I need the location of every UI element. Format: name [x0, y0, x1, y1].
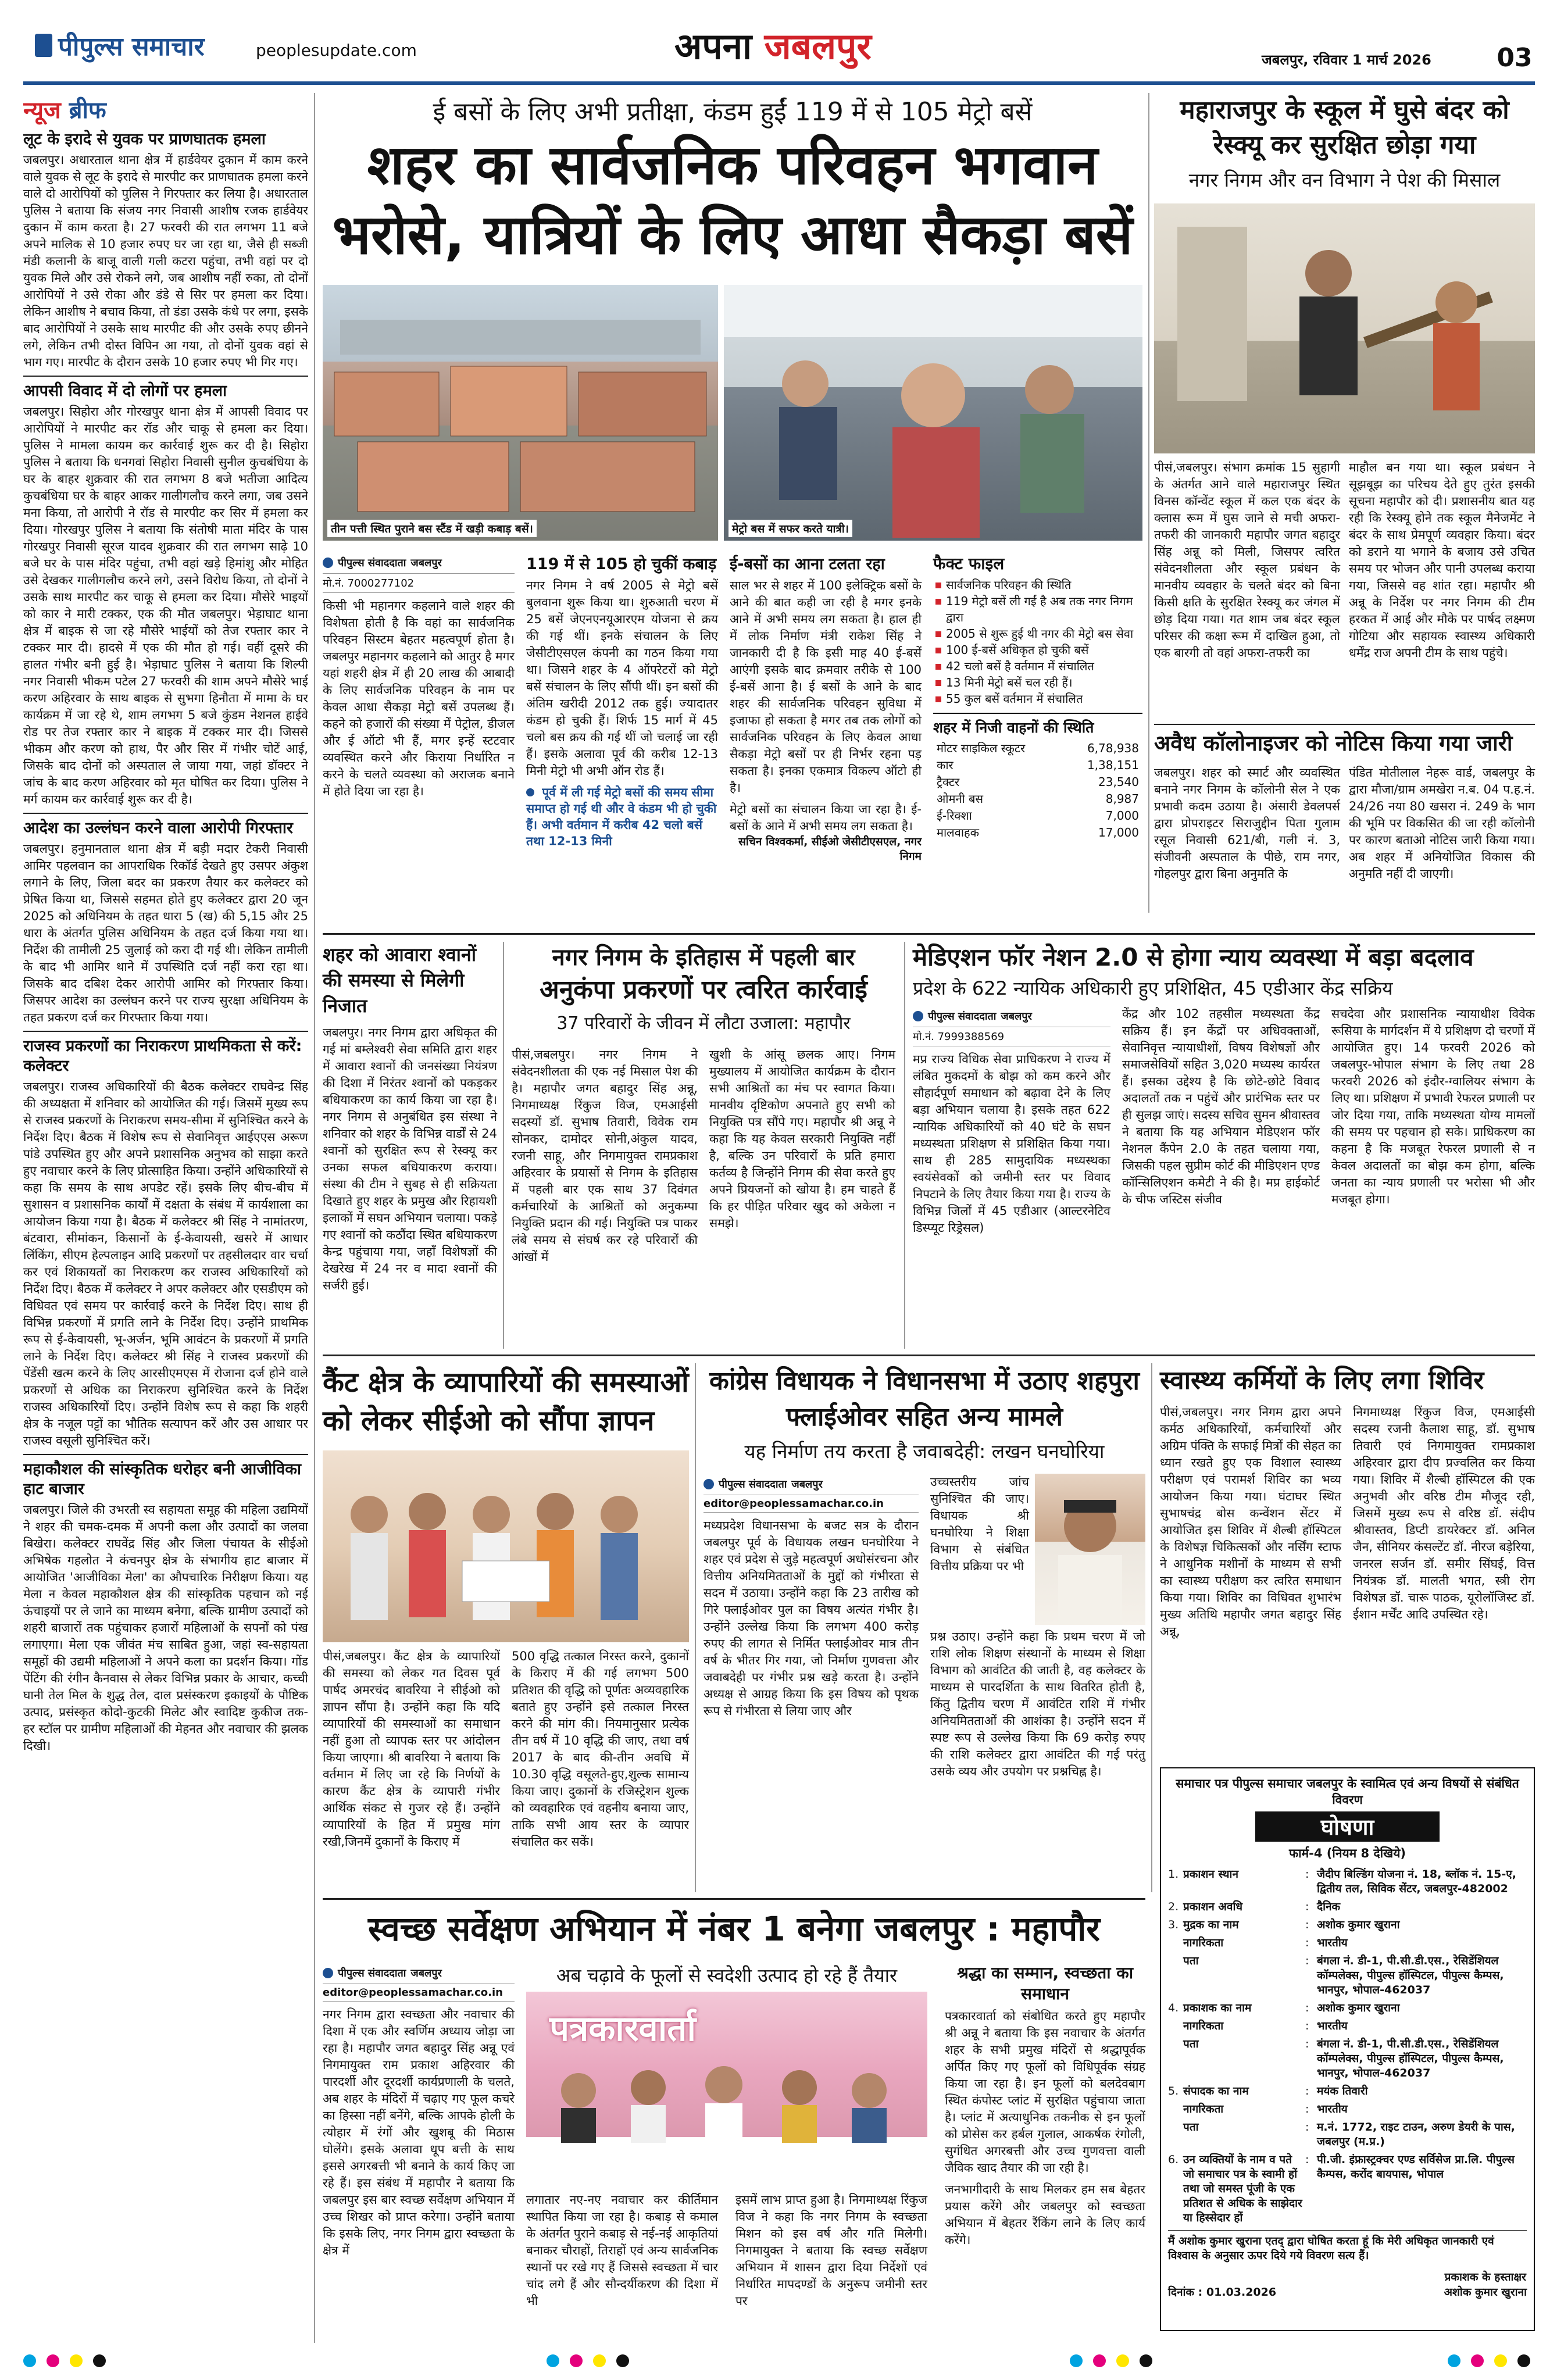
signature-label: प्रकाशक के हस्ताक्षर — [1444, 2271, 1526, 2283]
fact-item: सार्वजनिक परिवहन की स्थिति — [933, 577, 1142, 593]
colonizer-col-1-text: जबलपुर। शहर को स्मार्ट और व्यवस्थित बनाने नगर निगम के कॉलोनी सेल ने एक प्रभावी कदम उठाया है। अंसारी डेवलपर्स द्वारा प्रोपराइटर सिराजुद्दीन पिता गुलाम रसूल निवासी 621/बी, गली नं. 3, संजीवनी अस्पताल के पीछे, राम नगर, गोहलपुर द्वारा बिना अनुमति के — [1154, 766, 1340, 881]
transport-pull-quote — [526, 784, 718, 849]
mediation-col-2 — [1122, 1006, 1320, 1208]
brief-body: जबलपुर। सिहोरा और गोरखपुर थाना क्षेत्र में आपसी विवाद पर आरोपियों ने मारपीट कर रॉड और चाकू से हमला कर दिया। पुलिस ने मामला कायम कर कार्रवाई शुरू कर दी है। सिहोरा पुलिस ने बताया कि धनगवां सिहोरा निवासी सुनील कुचबंधिया के घर के बाहर शुक्रवार की रात लगभग 8 बजे भतीजा आदित्य कुचबंधिया घर के बाहर आकर गालीगलौच करने लगा, जब उसने मना किया, तो आरोपी ने रॉड से मारपीट कर सिर में हमला कर दिया। गोरखपुर पुलिस ने बताया कि संतोषी माता मंदिर के पास गोरखपुर निवासी सूरज यादव शुक्रवार की रात लगभग साढ़े 10 बजे घर के पास मंदिर पहुंचा, तभी वहां खड़े हिमांशु और मोहित उसे देखकर गालीगलौच करने लगे, उसने विरोध किया, तो दोनों ने उसके साथ मारपीट कर चाकू से हमला कर दिया। मौसेरे भाइयों को कार ने मारी टक्कर, एक की मौत जबलपुर। भेड़ाघाट थाना क्षेत्र में बाइक से जा रहे मौसेरे भाईयों को तेज रफ्तार कार ने टक्कर मार दी। हादसे में एक की मौत हो गई। वहीं दूसरे की हालत गंभीर बनी हुई है। भेड़ाघाट पुलिस ने बताया कि शिल्पी नगर निवासी भीकम पटेल 27 फरवरी की शाम अपने मौसेरे भाई करण अहिरवार के साथ बाइक से सुभगा हिनौता में मामा के घर कार्यक्रम में जा रहे थे, शाम लगभग 5 बजे कुंडम नेशनल हाईवे रोड पर तेज रफ्तार कार ने बाइक में टक्कर मार दी। जिससे भीकम और करण को हाथ, पैर और सिर में गंभीर चोटें आई, जिसके बाद दोनों को अस्पताल ले जाया गया, जहां डॉक्टर ने जांच के बाद करण अहिरवार को मृत घोषित कर दिया। पुलिस ने मर्ग कायम कर कार्रवाई शुरू कर दी है। — [23, 405, 308, 806]
registration-dot-magenta — [570, 2354, 583, 2367]
monkey-story — [1154, 93, 1535, 709]
byline-city: जबलपुर — [410, 557, 442, 569]
byline-mobile: मो.नं. 7999388569 — [913, 1027, 1110, 1046]
divider — [23, 1454, 308, 1455]
byline — [323, 552, 515, 574]
byline — [703, 1474, 919, 1495]
brief-title: आदेश का उल्लंघन करने वाला आरोपी गिरफ्तार — [23, 819, 293, 837]
byline-city: जबलपुर — [410, 1967, 442, 1979]
congress-subhead: यह निर्माण तय करता है जवाबदेही: लखन घनघोरिया — [744, 1440, 1105, 1463]
row-value: मयंक तिवारी — [1317, 2085, 1368, 2097]
swachh-story — [323, 1907, 1145, 2343]
row-value: पी.जी. इंफ्रास्ट्रक्चर एण्ड सर्विसेज प्रा.लि. पीपुल्स कैम्पस, करोंद बायपास, भोपाल — [1317, 2153, 1515, 2181]
health-col-1 — [1160, 1404, 1341, 1640]
colon: : — [1305, 1900, 1309, 1913]
column-rule — [314, 93, 315, 2343]
row-key: प्रकाशन अवधि — [1183, 1900, 1243, 1913]
press-conference-photo — [526, 1992, 927, 2184]
row-value: बंगला नं. डी-1, पी.सी.डी.एस., रेसिडेंशियल कॉम्पलेक्स, पीपुल्स हॉस्पिटल, पीपुल्स कैम्पस, भानपुर, भोपाल-462037 — [1317, 2038, 1504, 2079]
bus-depot-drawing — [323, 285, 718, 541]
congress-col-1-text: मध्यप्रदेश विधानसभा के बजट सत्र के दौरान जबलपुर पूर्व के विधायक लखन घनघोरिया ने शहर एवं प्रदेश से जुड़े महत्वपूर्ण अधोसंरचना और वित्तीय अनियमितताओं के मुद्दों को गंभीरता से सदन में उठाया। उन्होंने कहा कि 23 तारीख को गिरे फ्लाईओवर पुल का विषय अत्यंत गंभीर है। उन्होंने उल्लेख किया कि लगभग 400 करोड़ रुपए की लागत से निर्मित फ्लाईओवर मात्र तीन वर्ष के भीतर गिर गया, जो निर्माण गुणवत्ता और जवाबदेही पर गंभीर प्रश्न खड़े करता है। उन्होंने अध्यक्ष से आग्रह किया कि इस विषय को पृथक रूप से गंभीरता से लिया जाए और — [703, 1518, 919, 1718]
swachh-col-1-text: नगर निगम द्वारा स्वच्छता और नवाचार की दिशा में एक और स्वर्णिम अध्याय जोड़ा जा रहा है। महापौर जगत बहादुर सिंह अन्नू एवं निगमायुक्त राम प्रकाश अहिरवार की पारदर्शी और दूरदर्शी कार्यप्रणाली के चलते, अब शहर के मंदिरों में चढ़ाए गए फूल कचरे का हिस्सा नहीं बनेंगे, बल्कि आपके होली के त्योहार में रंगों और खुशबू की मिठास घोलेंगे। इसके अलावा धूप बत्ती के साथ इससे अगरबत्ती भी बनाने के कार्य किए जा रहे हैं। इस संबंध में महापौर ने बताया कि जबलपुर इस बार स्वच्छ सर्वेक्षण अभियान में उच्च शिखर को प्राप्त करेगा। उन्होंने बताया कि इसके लिए, नगर निगम द्वारा स्वच्छता के क्षेत्र में — [323, 2007, 515, 2257]
divider — [323, 1355, 1535, 1356]
registration-dot-yellow — [70, 2354, 83, 2367]
row-num: 2. — [1168, 1900, 1179, 1913]
logo — [35, 29, 250, 62]
byline-text: पीपुल्स संवाददाता — [338, 1967, 406, 1979]
declaration-title: घोषणा — [1255, 1811, 1440, 1842]
brief-body: जबलपुर। हनुमानताल थाना क्षेत्र में बड़ी मदार टेकरी निवासी आमिर पहलवान का आपराधिक रिकॉर्ड देखते हुए उसपर अंकुश लगाने के लिए, जिला बदर का प्रकरण तैयार कर कलेक्टर को प्रेषित किया था, जिससे सहमत होते हुए कलेक्टर द्वारा 20 जून 2025 को अधिनियम के तहत धारा 5 (ख) की 5,15 और 25 धारा के अंतर्गत पुलिस अधिनियम के तहत दर्ज किया गया था। निर्देश की तामीली 25 जुलाई को करा दी गई थी। लेकिन तामीली के बाद भी आमिर थाने में उपस्थिति दर्ज नहीं करा रहा था। जिसके बाद दबिश देकर आरोपी आमिर को गिरफ्तार किया। जिसपर आदेश का उल्लंघन करने पर राज्य सुरक्षा अधिनियम के तहत प्रकरण दर्ज कर गिरफ्तार किया गया। — [23, 842, 308, 1024]
color-registration-strip — [23, 2354, 1535, 2372]
row-key: पता — [1183, 2038, 1199, 2050]
registration-dot-cyan — [1070, 2354, 1083, 2367]
transport-col-2 — [526, 552, 718, 849]
registration-dot-black — [1517, 2354, 1530, 2367]
transport-col-2-heading: 119 में से 105 हो चुकीं कबाड़ — [526, 555, 717, 573]
fact-file — [933, 552, 1142, 841]
row-value: भारतीय — [1317, 2103, 1348, 2115]
fact-item: 100 ई-बसें अधिकृत हो चुकी बसें — [933, 642, 1142, 658]
fact-item: 2005 से शुरू हुई थी नगर की मेट्रो बस सेवा — [933, 626, 1142, 642]
swachh-side-text: पत्रकारवार्ता को संबोधित करते हुए महापौर श्री अन्नू ने बताया कि इस नवाचार के अंतर्गत शहर के सभी प्रमुख मंदिरों से श्रद्धापूर्वक अर्पित किए गए फूलों को विधिपूर्वक संग्रह किया जा रहा है। इन फूलों को बलदेवबाग स्थित कंपोस्ट प्लांट में सुरक्षित पहुंचाया जाता है। प्लांट में अत्याधुनिक तकनीक से इन फूलों को प्रोसेस कर हर्बल गुलाल, आकर्षक रंगोली, सुगंधित अगरबत्ती और उच्च गुणवत्ता वाली जैविक खाद तैयार की जा रही है। — [945, 2009, 1145, 2175]
congress-col-2-top — [930, 1474, 1145, 1625]
monkey-col-1 — [1154, 459, 1340, 662]
swachh-headline: स्वच्छ सर्वेक्षण अभियान में नंबर 1 बनेगा जबलपुर : महापौर — [367, 1909, 1101, 1949]
bus-passengers-photo — [724, 285, 1142, 541]
column-rule — [1151, 1363, 1152, 1892]
swachh-col-3 — [735, 2192, 927, 2310]
mediation-col-3-text: सचदेवा और प्रशासनिक न्यायाधीश विवेक रूसिया के मार्गदर्शन में ये प्रशिक्षण दो चरणों में आयोजित हुए। 14 फरवरी 2026 को जबलपुर-भोपाल संभाग के लिए तथा 28 फरवरी 2026 को इंदौर-ग्वालियर संभाग के लिए था। प्रशिक्षण में प्रभावी रेफरल प्रणाली पर जोर दिया गया, ताकि मध्यस्थता योग्य मामलों की समय पर पहचान हो सके। प्राधिकरण का कहना है कि मजबूत रेफरल प्रणाली से न केवल अदालतों का बोझ कम होगा, बल्कि जनता का न्याय प्रणाली पर भरोसा भी और मजबूत होगा। — [1331, 1007, 1535, 1206]
publisher-logo-icon — [913, 1011, 923, 1021]
transport-headline-1: शहर का सार्वजनिक परिवहन भगवान — [367, 134, 1098, 197]
health-headline: स्वास्थ्य कर्मियों के लिए लगा शिविर — [1160, 1366, 1484, 1395]
congress-headline: कांग्रेस विधायक ने विधानसभा में उठाए शहपुरा फ्लाईओवर सहित अन्य मामले — [709, 1366, 1140, 1432]
swachh-side — [945, 1963, 1145, 2249]
monkey-col-1-text: पीसं,जबलपुर। संभाग क्रमांक 15 सुहागी के अंतर्गत आने वाले महाराजपुर स्थित विनस कॉन्वेंट स्कूल में कल एक बंदर के क्लास रूम में घुस जाने से मची अफरा-तफरी की जानकारी महापौर जगत बहादुर सिंह अन्नू को मिली, जिसपर त्वरित संवेदनशीलता और स्कूल प्रबंधन के मानवीय व्यवहार के चलते बंदर को बिना किसी क्षति के सुरक्षित रेस्क्यू कर जंगल में छोड़ दिया गया। गत शाम जब बंदर स्कूल परिसर की कक्षा रूम में दाखिल हुआ, तो एक बारगी तो वहां अफरा-तफरी का — [1154, 460, 1340, 660]
brief-title: राजस्व प्रकरणों का निराकरण प्राथमिकता से करें: कलेक्टर — [23, 1037, 302, 1075]
byline-city: जबलपुर — [1001, 1010, 1032, 1023]
byline-text: पीपुल्स संवाददाता — [338, 557, 406, 569]
section-title-a: अपना — [674, 25, 752, 67]
vehicle-table — [933, 739, 1142, 841]
news-brief-heading-a: न्यूज — [23, 97, 61, 124]
row-num: 1. — [1168, 1868, 1179, 1881]
compassion-subhead: 37 परिवारों के जीवन में लौटा उजाला: महापौर — [556, 1013, 851, 1034]
monkey-rescue-drawing — [1154, 203, 1535, 453]
row-num — [1168, 2102, 1183, 2117]
transport-kicker: ई बसों के लिए अभी प्रतीक्षा, कंडम हुईं 119 में से 105 मेट्रो बसें — [433, 97, 1033, 127]
monkey-subhead: नगर निगम और वन विभाग ने पेश की मिसाल — [1188, 169, 1501, 191]
registration-dot-yellow — [1116, 2354, 1129, 2367]
news-brief-heading — [23, 93, 308, 125]
declaration-row — [1168, 2102, 1527, 2117]
declaration-row — [1168, 2019, 1527, 2034]
divider — [23, 813, 308, 814]
congress-story — [703, 1363, 1145, 1892]
colonizer-col-2-text: पंडित मोतीलाल नेहरू वार्ड, जबलपुर के द्वारा मौजा/ग्राम अमखेरा न.ब. 04 प.ह.नं. 24/26 नया 80 खसरा नं. 249 के भाग की भूमि पर विकसित की जा रही कॉलोनी पर कारण बताओ नोटिस जारी किया गया। अब शहर में अनियोजित विकास की अनुमति नहीं दी जाएगी। — [1349, 766, 1535, 881]
cantt-col-1-text: पीसं,जबलपुर। कैंट क्षेत्र के व्यापारियों की समस्या को लेकर गत दिवस पूर्व पार्षद अमरचंद बावरिया ने सीईओ को ज्ञापन सौंपा है। उन्होंने कहा कि यदि व्यापारियों की समस्याओं का समाधान नहीं हुआ तो व्यापक स्तर पर आंदोलन किया जाएगा। श्री बावरिया ने बताया कि वर्तमान में लिए जा रहे कि निर्णयों के कारण कैंट क्षेत्र के व्यापारी गंभीर आर्थिक संकट से गुजर रहे हैं। उन्होंने व्यापारियों के हित में प्रमुख मांग रखी,जिनमें दुकानों के किराए में — [323, 1649, 500, 1849]
swachh-side-heading: श्रद्धा का सम्मान, स्वच्छता का समाधान — [956, 1963, 1134, 2003]
byline — [913, 1006, 1110, 1027]
row-value: दैनिक — [1317, 1900, 1341, 1913]
table-row — [933, 773, 1142, 790]
brief-body: जबलपुर। जिले की उभरती स्व सहायता समूह की महिला उद्यमियों ने शहर की चमक-दमक में अपनी कला और उत्पादों का जलवा बिखेरा। कलेक्टर राघवेंद्र सिंह और जिला पंचायत के सीईओ अभिषेक गहलोत ने कंचनपुर क्षेत्र के संभागीय हाट बाजार में आयोजित 'आजीविका मेला' का औपचारिक निरीक्षण किया। यह मेला न केवल महाकौशल क्षेत्र की सांस्कृतिक पहचान को नई ऊंचाइयों पर ले जाने का माध्यम बनेगा, बल्कि ग्रामीण उत्पादों को शहरी बाजारों तक पहुंचाकर हजारों महिलाओं के सपनों को पंख लगाएगा। मेला एक जीवंत मंच साबित हुआ, जहां स्व-सहायता समूहों की उद्यमी महिलाओं ने अपने कला का प्रदर्शन किया। गोंड पेंटिंग की रंगीन कैनवास से लेकर विभिन्न प्रकार के आचार, कच्ची घानी तेल मिल के शुद्ध तेल, दाल प्रसंस्करण इकाइयों के पौष्टिक उत्पाद, प्रसंस्कृत कोदो-कुटकी मिलेट और स्वादिष्ट कुकीज तक-हर स्टॉल पर ग्रामीण महिलाओं की मेहनत और नवाचार की झलक दिखी। — [23, 1503, 308, 1753]
row-num: 3. — [1168, 1918, 1179, 1931]
masthead — [0, 0, 1557, 81]
brief-title: महाकौशल की सांस्कृतिक धरोहर बनी आजीविका हाट बाजार — [23, 1460, 301, 1498]
transport-col-3-text: साल भर से शहर में 100 इलेक्ट्रिक बसों के आने की बात कही जा रही है मगर इनके आने में अभी समय लग सकता है। हाल ही में लोक निर्माण मंत्री राकेश सिंह ने जानकारी दी है कि इसी माह 40 ई-बसें आएंगी इसके बाद क्रमवार तरीके से 100 ई-बसें आना है। ई बसों के आने के बाद शहर की सार्वजनिक परिवहन सुविधा में इजाफा हो सकता है मगर तब तक लोगों को सार्वजनिक परिवहन के लिए केवल आधा सैकड़ा मेट्रो बसों पर ही निर्भर रहना पड़ सकता है। इनका एकमात्र विकल्प ऑटो ही है। — [730, 578, 922, 795]
vehicle-name: ओमनी बस — [937, 792, 983, 806]
vehicle-name: मालवाहक — [937, 826, 979, 839]
row-key: पता — [1183, 1954, 1199, 1967]
registration-dot-yellow — [593, 2354, 606, 2367]
compassion-headline: अनुकंपा प्रकरणों पर त्वरित कार्रवाई — [540, 975, 867, 1005]
swachh-col-1 — [323, 1963, 515, 2259]
declaration-row — [1168, 2001, 1527, 2016]
congress-col-2a-text: उच्चस्तरीय जांच सुनिश्चित की जाए। विधायक श्री घनघोरिया ने शिक्षा विभाग से संबंधित वित्तीय प्रक्रिया पर भी — [930, 1475, 1029, 1573]
cantt-story — [323, 1363, 689, 1892]
colon: : — [1305, 2038, 1309, 2050]
monkey-rescue-photo — [1154, 203, 1535, 453]
declaration-affirm: मैं अशोक कुमार खुराना एतद् द्वारा घोषित करता हूं कि मेरी अधिकृत जानकारी एवं विश्वास के अनुसार ऊपर दिये गये विवरण सत्य हैं। — [1168, 2230, 1527, 2263]
colon: : — [1305, 2020, 1309, 2032]
row-key: नागरिकता — [1183, 1936, 1224, 1949]
section-title — [674, 21, 872, 70]
column-rule — [904, 942, 905, 1349]
fact-item: 13 मिनी मेट्रो बसें चल रही हैं। — [933, 674, 1142, 691]
swachh-col-2 — [526, 2192, 718, 2310]
swachh-col-2-text: लगातार नए-नए नवाचार कर कीर्तिमान स्थापित किया जा रहा है। कबाड़ से कमाल के अंतर्गत पुराने कबाड़ से नई-नई आकृतियां बनाकर चौराहों, तिराहों एवं अन्य सार्वजनिक स्थानों पर रखे गए हैं जिससे स्वच्छता में चार चांद लगे हैं और सौन्दर्यीकरण की दिशा में भी — [526, 2193, 718, 2308]
table-row — [933, 824, 1142, 841]
cantt-memo-photo — [323, 1450, 689, 1642]
registration-dot-cyan — [23, 2354, 36, 2367]
declaration-footer — [1168, 2269, 1527, 2299]
row-num — [1168, 2037, 1183, 2081]
registration-dot-cyan — [547, 2354, 559, 2367]
colon: : — [1305, 1918, 1309, 1931]
column-rule — [503, 942, 504, 1349]
colon: : — [1305, 2121, 1309, 2134]
signature-name: अशोक कुमार खुराना — [1444, 2286, 1527, 2299]
mediation-subhead: प्रदेश के 622 न्यायिक अधिकारी हुए प्रशिक्षित, 45 एडीआर केंद्र सक्रिय — [913, 977, 1393, 999]
colonizer-col-1 — [1154, 764, 1340, 882]
fact-item: 42 चलो बसें है वर्तमान में संचालित — [933, 658, 1142, 674]
table-row — [933, 739, 1142, 756]
transport-headline-2: भरोसे, यात्रियों के लिए आधा सैकड़ा बसें — [332, 203, 1133, 267]
mediation-col-1-text: मप्र राज्य विधिक सेवा प्राधिकरण ने राज्य में लंबित मुकदमों के बोझ को कम करने और सौहार्दपूर्ण समाधान को बढ़ावा देने के लिए बड़ा अभियान चलाया है। इसके तहत 622 न्यायिक अधिकारियों को 40 घंटे के सघन मध्यस्थता प्रशिक्षण से प्रशिक्षित किया गया। साथ ही 285 सामुदायिक मध्यस्थका स्वयंसेवकों को जमीनी स्तर पर विवाद निपटाने के लिए तैयार किया गया है। राज्य के विभिन्न जिलों में 45 एडीआर (आल्टरनेटिव डिस्प्यूट रिड्रेसल) — [913, 1052, 1110, 1235]
registration-dot-black — [93, 2354, 106, 2367]
byline-text: पीपुल्स संवाददाता — [719, 1478, 787, 1491]
pull-quote-icon — [526, 788, 534, 796]
vehicle-name: मोटर साइकिल स्कूटर — [937, 741, 1026, 755]
row-num: 5. — [1168, 2085, 1179, 2097]
vehicle-name: ई-रिक्शा — [937, 809, 972, 823]
registration-dot-magenta — [1471, 2354, 1484, 2367]
website: peoplesupdate.com — [256, 41, 417, 60]
row-num: 4. — [1168, 2002, 1179, 2014]
declaration-row — [1168, 1867, 1527, 1896]
row-key: नागरिकता — [1183, 2020, 1224, 2032]
swachh-subhead: अब चढ़ावे के फूलों से स्वदेशी उत्पाद हो रहे हैं तैयार — [556, 1964, 898, 1986]
colonizer-story — [1154, 730, 1535, 921]
monkey-col-2 — [1349, 459, 1535, 662]
mediation-col-2-text: केंद्र और 102 तहसील मध्यस्थता केंद्र सक्रिय हैं। इन केंद्रों पर अधिवक्ताओं, सेवानिवृत्त न्यायाधीशों, विषय विशेषज्ञों और समाजसेवियों सहित 3,020 मध्यस्थ कार्यरत हैं। इसका उद्देश्य है कि छोटे-छोटे विवाद अदालतों तक न पहुंचें और प्रारंभिक स्तर पर ही सुलझ जाएं। सदस्य सचिव सुमन श्रीवास्तव ने बताया कि यह अभियान मेडिएशन फॉर नेशनल कैंपेन 2.0 के तहत चलाया गया, जिसकी पहल सुप्रीम कोर्ट की मीडिएशन एण्ड कॉन्सिलिएशन कमेटी ने की है। मप्र हाईकोर्ट के चीफ जस्टिस संजीव — [1122, 1007, 1320, 1206]
colon: : — [1305, 2103, 1309, 2115]
bus-depot-caption: तीन पत्ती स्थित पुराने बस स्टैंड में खड़ी कबाड़ बसें। — [327, 520, 537, 537]
row-value: भारतीय — [1317, 1936, 1348, 1949]
declaration-row — [1168, 1900, 1527, 1914]
vehicle-table-title: शहर में निजी वाहनों की स्थिति — [933, 713, 1142, 737]
brief-title: आपसी विवाद में दो लोगों पर हमला — [23, 382, 227, 400]
mediation-story — [913, 942, 1535, 1349]
row-num — [1168, 2120, 1183, 2149]
vehicle-count: 8,987 — [1105, 791, 1139, 806]
declaration-row — [1168, 1936, 1527, 1950]
news-brief-heading-b: ब्रीफ — [69, 97, 106, 124]
transport-col-1 — [323, 552, 515, 800]
row-value: म.नं. 1772, राइट टाउन, अरुण डेयरी के पास, जबलपुर (म.प्र.) — [1317, 2121, 1515, 2148]
congress-col-2b-text: प्रश्न उठाए। उन्होंने कहा कि प्रथम चरण में जो राशि लोक शिक्षण संस्थानों के माध्यम से शिक्षा विभाग को आवंटित की जाती है, वह कलेक्टर के माध्यम से पारदर्शिता के साथ वितरित होती है, किंतु द्वितीय चरण में आवंटित राशि में गंभीर अनियमितताओं की आशंका है। उन्होंने सदन में स्पष्ट रूप से उल्लेख किया कि 69 करोड़ रुपए की राशि कलेक्टर द्वारा आवंटित की गई परंतु उसके व्यय और उपयोग पर प्रश्नचिह्न है। — [930, 1629, 1145, 1778]
fact-file-title: फैक्ट फाइल — [933, 554, 1005, 573]
divider — [323, 933, 1535, 935]
byline-text: पीपुल्स संवाददाता — [928, 1010, 997, 1023]
transport-col-2-text: नगर निगम ने वर्ष 2005 से मेट्रो बसें बुलवाना शुरू किया था। शुरुआती चरण में 25 बसें जेएनएनयूआरएम योजना से क्रय की गई थीं। इनके संचालन के लिए जेसीटीएसएल कंपनी का गठन किया गया था। जिसने शहर के 4 ऑपरेटरों को मेट्रो बसें संचालन के लिए सौंपी थीं। इन बसों की अंतिम खरीदी 2012 तक हुई। ज्यादातर कंडम हो चुकी हैं। शिर्फ 15 मार्ग में 45 चलो बस क्रय की गई थीं जो चलाई जा रही हैं। इसके अलावा पूर्व की करीब 12-13 मिनी मेट्रो भी अभी ऑन रोड हैं। — [526, 578, 718, 778]
cantt-col-2-text: 500 वृद्धि तत्काल निरस्त करने, दुकानों के किराए में की गई लगभग 500 प्रतिशत की वृद्धि को पूर्णतः अव्यवहारिक बताते हुए उन्होंने इसे तत्काल निरस्त करने की मांग की। नियमानुसार प्रत्येक तीन वर्ष में 10 वृद्धि की जाए, तथा वर्ष 2017 के बाद की-तीन अवधि में 10.30 वृद्धि वसूलते-हुए,शुल्क सामान्य किया जाए। दुकानों के रजिस्ट्रेशन शुल्क को व्यवहारिक एवं वहनीय बनाया जाए, ताकि सभी आय स्तर के व्यापार संचालित कर सकें। — [512, 1649, 689, 1849]
cantt-col-2 — [512, 1648, 689, 1850]
transport-story — [323, 93, 1142, 930]
declaration-row — [1168, 1918, 1527, 1932]
brief-item — [23, 381, 308, 808]
pull-quote-text: पूर्व में ली गई मेट्रो बसों की समय सीमा समाप्त हो गई थी और वे कंडम भी हो चुकी हैं। अभी वर्तमान में करीब 42 चलो बसें तथा 12-13 मिनी — [526, 785, 717, 848]
compassion-col-1 — [512, 1046, 698, 1266]
row-key: प्रकाशक का नाम — [1183, 2002, 1252, 2014]
registration-dot-black — [1140, 2354, 1152, 2367]
row-num — [1168, 2019, 1183, 2034]
declaration-form: फार्म-4 (नियम 8 देखिये) — [1288, 1846, 1406, 1860]
row-value: जैदीप बिल्डिंग योजना नं. 18, ब्लॉक नं. 15-ए, द्वितीय तल, सिविक सेंटर, जबलपुर-482002 — [1317, 1868, 1516, 1895]
row-key: संपादक का नाम — [1183, 2085, 1249, 2097]
colon: : — [1305, 1868, 1309, 1881]
byline-email: editor@peoplessamachar.co.in — [323, 1984, 515, 2002]
row-key: उन व्यक्तियों के नाम व पते जो समाचार पत्र के स्वामी हों तथा जो समस्त पूंजी के एक प्रतिशत से अधिक के साझेदार या हिस्सेदार हों — [1183, 2153, 1302, 2224]
vehicle-count: 1,38,151 — [1087, 757, 1139, 772]
compassion-story — [512, 942, 895, 1349]
congress-col-2 — [930, 1474, 1145, 1780]
row-num: 6. — [1168, 2153, 1179, 2166]
colon: : — [1305, 2085, 1309, 2097]
row-value: बंगला नं. डी-1, पी.सी.डी.एस., रेसिडेंशियल कॉम्पलेक्स, पीपुल्स हॉस्पिटल, पीपुल्स कैम्पस, भानपुर, भोपाल-462037 — [1317, 1954, 1504, 1996]
transport-col-3-heading: ई-बसों का आना टलता रहा — [730, 555, 885, 573]
brief-item — [23, 1037, 308, 1449]
row-num — [1168, 1936, 1183, 1950]
press-banner-text: पत्रकारवार्ता — [549, 2009, 696, 2049]
column-rule — [1148, 93, 1149, 913]
byline-city: जबलपुर — [791, 1478, 823, 1491]
compassion-col-1-text: पीसं,जबलपुर। नगर निगम ने संवेदनशीलता की एक नई मिसाल पेश की है। महापौर जगत बहादुर सिंह अन्नू, निगमाध्यक्ष रिंकुज विज, एमआईसी सदस्यों डॉ. सुभाष तिवारी, विवेक राम सोनकर, दामोदर सोनी,अंकुल यादव, रजनी साहू, और निगमायुक्त रामप्रकाश अहिरवार के प्रयासों से निगम के इतिहास में पहली बार एक साथ 37 दिवंगत कर्मचारियों के आश्रितों को अनुकम्पा नियुक्ति प्रदान की गई। नियुक्ति पत्र पाकर लंबे समय से संघर्ष कर रहे परिवारों की आंखों में — [512, 1048, 698, 1264]
compassion-col-2-text: खुशी के आंसू छलक आए। निगम मुख्यालय में आयोजित कार्यक्रम के दौरान सभी आश्रितों का मंच पर स्वागत किया। मानवीय दृष्टिकोण अपनाते हुए सभी को नियुक्ति पत्र सौंपे गए। महापौर श्री अन्नू ने कहा कि यह केवल सरकारी नियुक्ति नहीं है, बल्कि उन परिवारों के प्रति हमारा कर्तव्य है जिन्होंने निगम की सेवा करते हुए अपने प्रियजनों को खोया है। हम चाहते हैं कि हर पीड़ित परिवार खुद को अकेला न समझे। — [709, 1048, 895, 1230]
row-num — [1168, 1954, 1183, 1997]
colonizer-col-2 — [1349, 764, 1535, 882]
colonizer-headline: अवैध कॉलोनाइजर को नोटिस किया गया जारी — [1154, 731, 1513, 756]
registration-dot-cyan — [1448, 2354, 1460, 2367]
colon: : — [1305, 1954, 1309, 1967]
compassion-col-2 — [709, 1046, 895, 1232]
divider — [1154, 724, 1535, 725]
row-value: अशोक कुमार खुराना — [1317, 2002, 1400, 2014]
swachh-col-3-text: इसमें लाभ प्राप्त हुआ है। निगमाध्यक्ष रिंकुज विज ने कहा कि नगर निगम के स्वच्छता मिशन को इस वर्ष और गति मिलेगी। निगमायुक्त ने बताया कि स्वच्छ सर्वेक्षण अभियान में शासन द्वारा दिया निर्देशों एवं निर्धारित मापदण्डों के अनुरूप जमीनी स्तर पर — [735, 2193, 927, 2308]
divider — [23, 1031, 308, 1032]
row-value: अशोक कुमार खुराना — [1317, 1918, 1400, 1931]
declaration-row — [1168, 1954, 1527, 1997]
mediation-col-1 — [913, 1006, 1110, 1237]
row-key: पता — [1183, 2121, 1199, 2134]
cantt-headline: कैंट क्षेत्र के व्यापारियों की समस्याओं को लेकर सीईओ को सौंपा ज्ञापन — [323, 1366, 689, 1437]
vehicle-count: 7,000 — [1105, 808, 1139, 823]
vehicle-name: ट्रैक्टर — [937, 775, 960, 789]
health-col-1-text: पीसं,जबलपुर। नगर निगम द्वारा अपने कर्मठ अधिकारियों, कर्मचारियों और अग्रिम पंक्ति के सफाई मित्रों की सेहत का ध्यान रखते हुए एक विशाल स्वास्थ्य परीक्षण एवं परामर्श शिविर का भव्य आयोजन किया गया। घंटाघर स्थित सुभाषचंद्र बोस कन्वेंशन सेंटर में आयोजित इस शिविर में शैल्बी हॉस्पिटल के विशेषज्ञ चिकित्सकों और नर्सिंग स्टाफ ने आधुनिक मशीनों के माध्यम से सभी का स्वास्थ्य परीक्षण कर त्वरित समाधान किया गया। शिविर का विधिवत शुभारंभ मुख्य अतिथि महापौर जगत बहादुर सिंह अन्नू, — [1160, 1405, 1341, 1638]
mediation-col-3 — [1331, 1006, 1535, 1208]
byline-email: editor@peoplessamachar.co.in — [703, 1495, 919, 1513]
colon: : — [1305, 1936, 1309, 1949]
declaration-signature — [1444, 2269, 1527, 2299]
brief-body: जबलपुर। अधारताल थाना क्षेत्र में हार्डवेयर दुकान में काम करने वाले युवक से लूट के इरादे से मारपीट कर प्राणघातक हमला करने वाले दो आरोपियों को पुलिस ने गिरफ्तार कर लिया है। अधारताल पुलिस ने बताया कि संजय नगर निवासी आशीष रजक हार्डवेयर दुकान में काम करता है। 27 फरवरी की रात लगभग 11 बजे अपने मालिक से 10 हजार रुपए घर जा रहा था, जैसे ही सब्जी मंडी कलानी के बाजू वाली गली कटरा पहुंचा, तभी वहां पर दो युवक मिले और उसे रोकने लगे, जब आशीष नहीं रुका, तो दोनों आरोपियों ने उसे रोका और डंडे से सिर पर हमला कर दिया। लेकिन आशीष ने बचाव किया, तो डंडा उसके कंधे पर लगा, इसके बाद आरोपियों ने उसके साथ मारपीट की और उसके रुपए छीनने लगे, लेकिन तभी दोस्त विपिन आ गया, तो दोनों युवक वहां से भाग गए। मारपीट के दौरान उसके 10 हजार रुपए भी गिर गए। — [23, 153, 308, 369]
brief-item — [23, 130, 308, 371]
row-key: नागरिकता — [1183, 2103, 1224, 2115]
transport-col-1-text: किसी भी महानगर कहलाने वाले शहर की विशेषता होती है कि वहां का सार्वजनिक परिवहन सिस्टम बेहतर महत्वपूर्ण होता है। जबलपुर महानगर कहलाने को आतुर है मगर यहां शहरी क्षेत्र में ही 20 लाख की आबादी के लिए सार्वजनिक परिवहन के नाम पर केवल आधा सैकड़ा मेट्रो बसें उपलब्ध हैं। कहने को हजारों की संख्या में पेट्रोल, डीजल और ई ऑटो भी हैं, मगर इन्हें स्टटवार व्यवस्थित करने और किराया निर्धारित न करने के चलते व्यवस्था को अराजक बनाने में होते दिया जा रहा है। — [323, 599, 515, 798]
registration-dot-yellow — [1494, 2354, 1507, 2367]
row-value: भारतीय — [1317, 2020, 1348, 2032]
vehicle-count: 23,540 — [1098, 774, 1139, 789]
transport-quote-by: सचिन विश्वकर्मा, सीईओ जेसीटीएसएल, नगर निगम — [738, 835, 922, 863]
declaration-intro: समाचार पत्र पीपुल्स समाचार जबलपुर के स्वामित्व एवं अन्य विषयों से संबंधित विवरण — [1176, 1777, 1519, 1807]
dogs-text: जबलपुर। नगर निगम द्वारा अधिकृत की गई मां बम्लेश्वरी सेवा समिति द्वारा शहर में आवारा श्वानों की जनसंख्या नियंत्रण की दिशा में निरंतर श्वानों को पकड़कर बधियाकरण का कार्य किया जा रहा है। नगर निगम से अनुबंधित इस संस्था ने शनिवार को शहर के विभिन्न वार्डों से 24 श्वानों को सुरक्षित रूप से रेस्क्यू कर उनका सफल बधियाकरण कराया। संस्था की टीम ने सुबह से ही सक्रियता दिखाते हुए शहर के प्रमुख और रिहायशी इलाकों में सघन अभियान चलाया। पकड़े गए श्वानों को कठौंदा स्थित बधियाकरण केन्द्र पहुंचाया गया, जहाँ विशेषज्ञों की देखरेख में 24 नर व मादा श्वानों की सर्जरी हुई। — [323, 1025, 497, 1292]
divider — [323, 1898, 1145, 1900]
colon: : — [1305, 2002, 1309, 2014]
vehicle-name: कार — [937, 758, 954, 772]
bus-passengers-drawing — [724, 285, 1142, 541]
registration-dot-black — [616, 2354, 629, 2367]
declaration-row — [1168, 2084, 1527, 2099]
vehicle-count: 6,78,938 — [1087, 741, 1139, 755]
transport-col-3 — [730, 552, 922, 864]
divider — [23, 376, 308, 377]
table-row — [933, 790, 1142, 807]
logo-text: पीपुल्स समाचार — [58, 32, 205, 62]
byline-mobile: मो.नं. 7000277102 — [323, 574, 515, 593]
mla-portrait — [1035, 1474, 1145, 1625]
publisher-logo-icon — [323, 558, 333, 568]
monkey-headline: महाराजपुर के स्कूल में घुसे बंदर को रेस्क्यू कर सुरक्षित छोड़ा गया — [1180, 95, 1509, 160]
bus-depot-photo — [323, 285, 718, 541]
table-row — [933, 807, 1142, 824]
health-story — [1160, 1363, 1535, 1759]
brief-item — [23, 1460, 308, 1754]
column-rule — [695, 1363, 696, 1892]
masthead-rule — [23, 81, 1535, 85]
row-key: मुद्रक का नाम — [1183, 1918, 1239, 1931]
congress-col-1 — [703, 1474, 919, 1720]
news-brief-column — [23, 93, 308, 2343]
page-number: 03 — [1497, 43, 1533, 73]
publisher-logo-icon — [703, 1479, 714, 1489]
compassion-kicker: नगर निगम के इतिहास में पहली बार — [552, 944, 855, 971]
brief-title: लूट के इरादे से युवक पर प्राणघातक हमला — [23, 130, 266, 148]
monkey-col-2-text: माहौल बन गया था। स्कूल प्रबंधन ने सूझबूझ का परिचय देते हुए तुरंत इसकी सूचना महापौर को दी। प्रशासनीय बात यह रही कि रेस्क्यू होने तक स्कूल मैनेजमेंट ने बंदर के साथ प्रेमपूर्ण व्यवहार किया। बंदर को डराने या भगाने के बजाय उसे उचित समय पर भोजन और पानी उपलब्ध कराया गया, जिससे वह शांत रहा। महापौर श्री अन्नू के निर्देश पर नगर निगम की टीम हरकत में आई और मौके पर पार्षद लक्ष्मण गोटिया और सहायक स्वास्थ्य अधिकारी धर्मेंद्र राज अपनी टीम के साथ पहुंचे। — [1349, 460, 1535, 660]
dogs-headline: शहर को आवारा श्वानों की समस्या से मिलेगी निजात — [323, 944, 477, 1017]
declaration-row — [1168, 2120, 1527, 2149]
health-col-2-text: निगमाध्यक्ष रिंकुज विज, एमआईसी सदस्य रजनी कैलाश साहू, डॉ. सुभाष तिवारी एवं निगमायुक्त रामप्रकाश अहिरवार द्वारा दीप प्रज्वलित कर किया गया। शिविर में शैल्बी हॉस्पिटल की एक अनुभवी और वरिष्ठ टीम मौजूद रही, जिसमें मुख्य रूप से वरिष्ठ डॉ. संदीप श्रीवास्तव, डिप्टी डायरेक्टर डॉ. अनिल जैन, सीनियर कंसल्टेंट डॉ. नीरज बड़ेरिया, जनरल सर्जन डॉ. समीर सिंघई, वित्त नियंत्रक डॉ. मालती भगत, स्त्री रोग विशेषज्ञ डॉ. चारू पाठक, यूरोलॉजिस्ट डॉ. ईशान मर्चेंट आदि उपस्थित रहे। — [1353, 1405, 1535, 1621]
mla-portrait-drawing — [1035, 1474, 1145, 1625]
colon: : — [1305, 2153, 1309, 2166]
brief-item — [23, 819, 308, 1026]
brief-body: जबलपुर। राजस्व अधिकारियों की बैठक कलेक्टर राघवेन्द्र सिंह की अध्यक्षता में शनिवार को आयोजित की गई। जिसमें मुख्य रूप से राजस्व प्रकरणों के निराकरण समय-सीमा में सुनिश्चित करने के निर्देश दिए। बैठक में विशेष रूप से सेवानिवृत्त आईएएस अरूण पांडे उपस्थित हुए और अपने प्रशासनिक अनुभव को साझा करते हुए नवाचार करने के लिए प्रोत्साहित किया। उन्होंने अधिकारियों से कहा कि समय के साथ अपडेट रहें। इसके लिए बीच-बीच में सुशासन व प्रशासनिक कार्यों में दक्षता के संबंध में कार्यशाला का आयोजन किया गया है। बैठक में कलेक्टर श्री सिंह ने नामांतरण, बंटवारा, सीमांकन, किसानों के ई-केवायसी, खसरे में आधार लिंकिंग, सीएम हेल्पलाइन आदि प्रकरणों पर तहसीलदार वार चर्चा कर एवं शिकायतों का निराकरण कर राजस्व अधिकारियों को निर्देश दिए। बैठक में कलेक्टर ने अपर कलेक्टर और एसडीएम को विधिवत एवं समय पर कार्रवाई करने के निर्देश दिए। साथ ही विभिन्न प्रकरणों में प्रगति लाने के निर्देश दिए। उन्होंने प्राथमिक रूप से ई-केवायसी, भू-अर्जन, भूमि आवंटन के प्रकरणों में प्रगति लाने के निर्देश दिए। कलेक्टर श्री सिंह ने राजस्व प्रकरणों की पेंडेंसी खत्म करने के लिए आरसीएमएस में रोजाना दर्ज होने वाले प्रकरणों से अधिक का निराकरण सुनिश्चित करने के निर्देश राजस्व अधिकारियों दिए। उन्होंने विशेष रूप से कहा कि शहरी क्षेत्र के नजूल पट्टों का भौतिक सत्यापन करें और उस आधार पर राजस्व वसूली सुनिश्चित करें। — [23, 1080, 308, 1448]
transport-quote: मेट्रो बसों का संचालन किया जा रहा है। ई-बसों के आने में अभी समय लग सकता है। — [730, 802, 922, 833]
dogs-story — [323, 942, 497, 1349]
logo-mark-icon — [35, 34, 52, 57]
table-row — [933, 756, 1142, 773]
swachh-side-text-2: जनभागीदारी के साथ मिलकर हम सब बेहतर प्रयास करेंगे और जबलपुर को स्वच्छता अभियान में बेहतर रैंकिंग लाने के लिए कार्य करेंगे। — [945, 2182, 1145, 2247]
declaration-row — [1168, 2153, 1527, 2225]
section-title-b: जबलपुर — [764, 25, 872, 67]
fact-item: 119 मेट्रो बसें ली गईं है अब तक नगर निगम द्वारा — [933, 593, 1142, 626]
cantt-memo-drawing — [323, 1450, 689, 1642]
bus-passengers-caption: मेट्रो बस में सफर करते यात्री। — [728, 520, 852, 537]
cantt-col-1 — [323, 1648, 500, 1850]
publisher-logo-icon — [323, 1968, 333, 1978]
byline — [323, 1963, 515, 1984]
registration-dot-magenta — [47, 2354, 59, 2367]
row-key: प्रकाशन स्थान — [1183, 1868, 1239, 1881]
declaration-date: दिनांक : 01.03.2026 — [1168, 2286, 1277, 2299]
health-col-2 — [1353, 1404, 1535, 1623]
dateline: जबलपुर, रविवार 1 मार्च 2026 — [1262, 52, 1431, 68]
mediation-headline: मेडिएशन फॉर नेशन 2.0 से होगा न्याय व्यवस्था में बड़ा बदलाव — [913, 943, 1474, 971]
declaration-box — [1160, 1767, 1535, 2331]
registration-dot-magenta — [1093, 2354, 1106, 2367]
declaration-row — [1168, 2037, 1527, 2081]
vehicle-count: 17,000 — [1098, 825, 1139, 839]
press-conference-drawing — [526, 1992, 927, 2184]
fact-item: 55 कुल बसें वर्तमान में संचालित — [933, 691, 1142, 707]
